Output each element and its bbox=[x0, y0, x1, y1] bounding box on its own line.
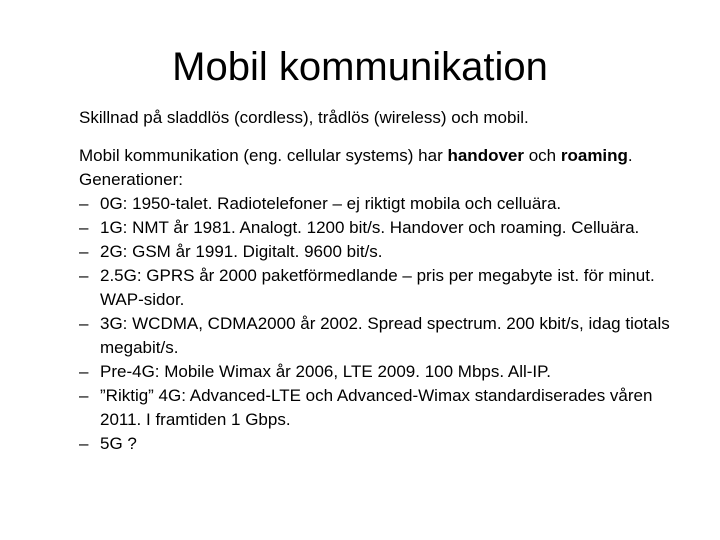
cellular-middle: och bbox=[524, 146, 561, 165]
slide-body bbox=[79, 106, 679, 456]
generation-text: 3G: WCDMA, CDMA2000 år 2002. Spread spectrum. 200 kbit/s, idag tiotals megabit/s. bbox=[100, 314, 670, 357]
list-item bbox=[79, 216, 679, 240]
dash-bullet: – bbox=[79, 386, 89, 405]
generation-text: 0G: 1950-talet. Radiotelefoner – ej riktigt mobila och celluära. bbox=[100, 194, 562, 213]
cellular-text bbox=[79, 144, 679, 168]
list-item bbox=[79, 264, 679, 312]
cellular-prefix: Mobil kommunikation (eng. cellular systems) har bbox=[79, 146, 448, 165]
cellular-suffix: . bbox=[627, 146, 633, 165]
list-item bbox=[79, 432, 679, 456]
generation-text: ”Riktig” 4G: Advanced-LTE och Advanced-Wimax standardiserades våren 2011. I framtiden 1 Gbps. bbox=[100, 386, 653, 429]
slide-title: Mobil kommunikation bbox=[172, 45, 548, 89]
generation-text: 2.5G: GPRS år 2000 paketförmedlande – pris per megabyte ist. för minut. WAP-sidor. bbox=[100, 266, 655, 309]
list-item bbox=[79, 360, 679, 384]
generation-text: 5G ? bbox=[100, 434, 137, 453]
list-item bbox=[79, 312, 679, 360]
generation-text: 2G: GSM år 1991. Digitalt. 9600 bit/s. bbox=[100, 242, 383, 261]
generations-list bbox=[79, 192, 679, 456]
generation-text: Pre-4G: Mobile Wimax år 2006, LTE 2009. 100 Mbps. All-IP. bbox=[100, 362, 552, 381]
dash-bullet: – bbox=[79, 362, 89, 381]
dash-bullet: – bbox=[79, 194, 89, 213]
intro-text: Skillnad på sladdlös (cordless), trådlös (wireless) och mobil. bbox=[79, 108, 529, 127]
dash-bullet: – bbox=[79, 434, 89, 453]
dash-bullet: – bbox=[79, 266, 89, 285]
dash-bullet: – bbox=[79, 314, 89, 333]
generations-heading: Generationer: bbox=[79, 170, 183, 189]
list-item bbox=[79, 192, 679, 216]
list-item bbox=[79, 384, 679, 432]
handover-term: handover bbox=[447, 146, 524, 165]
dash-bullet: – bbox=[79, 218, 89, 237]
dash-bullet: – bbox=[79, 242, 89, 261]
list-item bbox=[79, 240, 679, 264]
generation-text: 1G: NMT år 1981. Analogt. 1200 bit/s. Handover och roaming. Celluära. bbox=[100, 218, 640, 237]
roaming-term: roaming bbox=[560, 146, 628, 165]
